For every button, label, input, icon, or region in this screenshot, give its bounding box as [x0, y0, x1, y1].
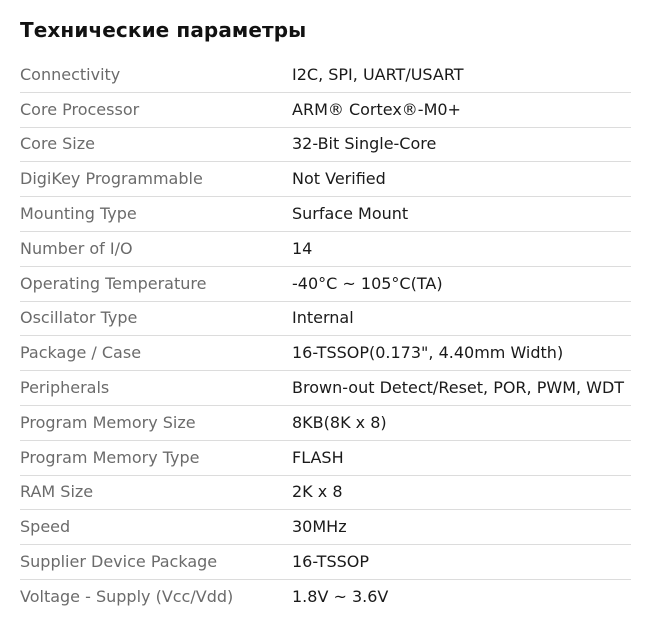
parameter-label: Voltage - Supply (Vcc/Vdd) — [20, 587, 234, 607]
parameter-value: I2C, SPI, UART/USART — [292, 64, 464, 84]
parameter-value: Surface Mount — [292, 204, 409, 224]
table-row — [20, 93, 631, 128]
parameter-label: Number of I/O — [20, 238, 133, 258]
table-row — [20, 128, 631, 163]
parameter-value: Brown-out Detect/Reset, POR, PWM, WDT — [292, 378, 625, 398]
attributes-table — [20, 58, 631, 615]
table-row — [20, 302, 631, 337]
parameter-label: DigiKey Programmable — [20, 169, 203, 189]
table-row — [20, 232, 631, 267]
parameter-label: Package / Case — [20, 343, 142, 363]
parameter-value: 2K x 8 — [292, 482, 343, 502]
parameter-label: Connectivity — [20, 64, 121, 84]
parameter-label: Operating Temperature — [20, 273, 207, 293]
parameter-value: 16-TSSOP(0.173", 4.40mm Width) — [292, 343, 564, 363]
table-row — [20, 441, 631, 476]
parameter-value: FLASH — [292, 447, 344, 467]
parameter-value: 14 — [292, 238, 313, 258]
table-row — [20, 162, 631, 197]
parameter-value: 30MHz — [292, 517, 347, 537]
parameter-value: 32-Bit Single-Core — [292, 134, 437, 154]
parameter-label: RAM Size — [20, 482, 94, 502]
parameter-value: -40°C ~ 105°C(TA) — [292, 273, 443, 293]
parameter-label: Core Size — [20, 134, 95, 154]
parameter-label: Oscillator Type — [20, 308, 138, 328]
parameter-value: 1.8V ~ 3.6V — [292, 587, 389, 607]
table-row — [20, 406, 631, 441]
parameter-label: Mounting Type — [20, 204, 137, 224]
table-row — [20, 510, 631, 545]
parameter-label: Program Memory Size — [20, 412, 196, 432]
parameter-value: Internal — [292, 308, 354, 328]
table-row — [20, 267, 631, 302]
table-row — [20, 58, 631, 93]
parameter-value: 16-TSSOP — [292, 552, 369, 572]
parameter-value: Not Verified — [292, 169, 386, 189]
parameter-label: Speed — [20, 517, 71, 537]
table-row — [20, 371, 631, 406]
parameter-label: Program Memory Type — [20, 447, 200, 467]
section-title: Технические параметры — [20, 18, 307, 42]
table-row — [20, 336, 631, 371]
parameter-label: Peripherals — [20, 378, 110, 398]
parameter-label: Supplier Device Package — [20, 552, 218, 572]
table-row — [20, 476, 631, 511]
table-row — [20, 545, 631, 580]
table-row — [20, 580, 631, 615]
parameter-value: 8KB(8K x 8) — [292, 412, 387, 432]
table-row — [20, 197, 631, 232]
parameter-label: Core Processor — [20, 99, 140, 119]
parameter-value: ARM® Cortex®-M0+ — [292, 99, 461, 119]
